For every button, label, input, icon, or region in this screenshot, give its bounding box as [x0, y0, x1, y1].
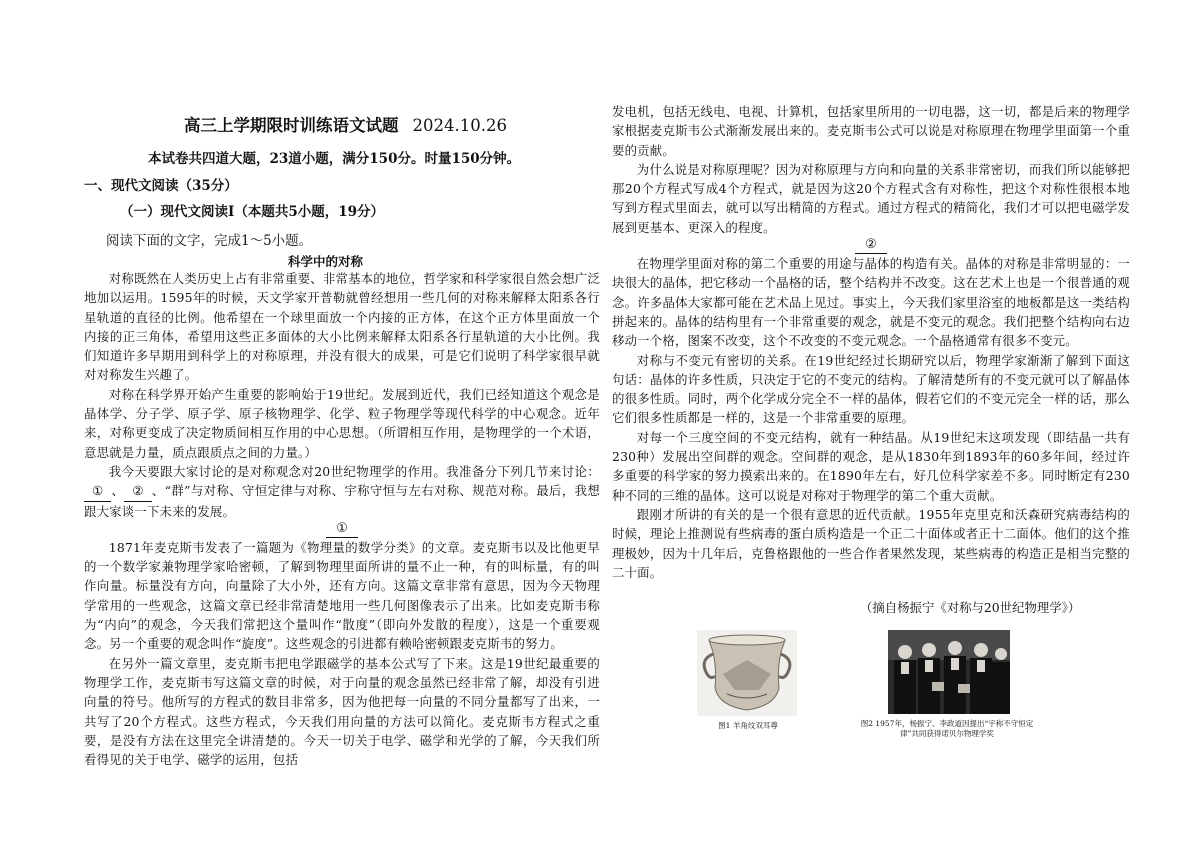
- figure-1-caption: 图1 羊角纹双耳尊: [718, 721, 778, 730]
- exam-title: [184, 112, 507, 136]
- right-column-text-1: [612, 102, 1130, 582]
- paragraph-2: 对称在科学界开始产生重要的影响始于19世纪。发展到近代，我们已经知道这个观念是晶体学、分子学、原子学、原子核物理学、化学、粒子物理学等现代科学的中心观念。近年来，对称更变成了决定物质间相互作用的中心思想。（所谓相互作用，是物理学的一个术语，意思就是力量，质点跟质点之间的力量。）: [84, 386, 600, 460]
- paragraph-1: 对称既然在人类历史上占有非常重要、非常基本的地位，哲学家和科学家很自然会想广泛地加以运用。1595年的时候，天文学家开普勒就曾经想用一些几何的对称来解释太阳系各行星轨道的直径的比例。他希望在一个球里面放一个内接的正方体，在这个正方体里面放一个内接的正三角体，希望用这些正多面体的大小比例来解释太阳系各行星轨道的大小比例。我们知道许多早期用到科学上的对称原理，并没有很大的成果，可是它们说明了科学家很早就对对称发生兴趣了。: [84, 271, 600, 383]
- section-heading: 一、现代文阅读（35分）: [84, 178, 238, 194]
- section-marker-2: [612, 237, 1130, 254]
- section-marker-2-text: ②: [855, 237, 887, 254]
- blank-separator: 、: [111, 483, 125, 499]
- left-column-text-1: [84, 269, 600, 769]
- paragraph-6: 发电机，包括无线电、电视、计算机，包括家里所用的一切电器，这一切，都是后来的物理学家根据麦克斯韦公式渐渐发展出来的。麦克斯韦公式可以说是对称原理在物理学里面第一个重要的贡献。: [612, 104, 1130, 158]
- paragraph-3b: 、“群”与对称、守恒定律与对称、宇称守恒与左右对称、规范对称。最后，我想跟大家谈一下未来的发展。: [84, 483, 600, 519]
- paragraph-5: 在另外一篇文章里，麦克斯韦把电学跟磁学的基本公式写了下来。这是19世纪最重要的物理学工作，麦克斯韦写这篇文章的时候，对于向量的观念虽然已经非常了解，却没有引进向量的符号。他所写的方程式的数目非常多，因为他把每一向量的不同分量都写了出来，一共写了20个方程式。这些方程式，今天我们用向量的方法可以简化。麦克斯韦方程式之重要，是没有方法在这里完全讲清楚的。今天一切关于电学、磁学和光学的了解，今天我们所看得见的关于电学、磁学的运用，包括: [84, 655, 600, 768]
- paragraph-4: 1871年麦克斯韦发表了一篇题为《物理量的数学分类》的文章。麦克斯韦以及比他更早的一个数学家兼物理学家哈密顿，了解到物理里面所讲的量不止一种，有的叫标量，有的叫作向量。标量没有方向，向量除了大小外，还有方向。这篇文章非常有意思，因为今天物理学常用的一些观念，这篇文章已经非常清楚地用一些几何图像表示了出来。比如麦克斯韦称为“内向”的观念，今天我们常把这个量叫作“散度”（即向外发散的程度），这是一个重要观念。另一个重要的观念叫作“旋度”。这些观念的引进都有赖哈密顿跟麦克斯韦的努力。: [84, 539, 600, 652]
- paragraph-7: 为什么说是对称原理呢？因为对称原理与方向和向量的关系非常密切，而我们所以能够把那20个方程式写成4个方程式，就是因为这20个方程式含有对称性，把这个对称性很根本地写到方程式里面去，就可以写出精简的方程式。通过方程式的精简化，我们才可以把电磁学发展到更基本、更深入的程度。: [612, 161, 1130, 235]
- blank-2: ②: [124, 481, 151, 501]
- article-title: 科学中的对称: [288, 254, 364, 269]
- figure-2-photo-image: [888, 630, 1010, 714]
- section-marker-1-text: ①: [326, 521, 358, 538]
- paragraph-3a: 我今天要跟大家讨论的是对称观念对20世纪物理学的作用。我准备分下列几节来讨论：: [108, 463, 600, 479]
- paragraph-9: 对称与不变元有密切的关系。在19世纪经过长期研究以后，物理学家渐渐了解到下面这句话：晶体的许多性质，只决定于它的不变元的结构。了解清楚所有的不变元就可以了解晶体的很多性质。同时，两个化学成分完全不一样的晶体，假若它们的不变元完全一样的话，那么它们很多性质都是一样的，这是一个非常重要的原理。: [612, 352, 1130, 426]
- exam-date: 2024.10.26: [412, 116, 507, 135]
- paragraph-8: 在物理学里面对称的第二个重要的用途与晶体的构造有关。晶体的对称是非常明显的：一块很大的晶体，把它移动一个晶格的话，整个结构并不改变。这在艺术上也是一个很普通的观念。许多晶体大家都可能在艺术品上见过。事实上，今天我们家里浴室的地板都是这一类结构拼起来的。晶体的结构里有一个非常重要的观念，就是不变元的观念。我们把整个结构向右边移动一个格，图案不改变，这个不改变的不变元观念。一个晶格通常有很多不变元。: [612, 256, 1130, 349]
- paragraph-10: 对每一个三度空间的不变元结构，就有一种结晶。从19世纪末这项发现（即结晶一共有230种）发展出空间群的观念。空间群的观念，是从1830年到1893年的60多年间，经过许多重要的科学家的努力摸索出来的。在1890年左右，好几位科学家差不多。同时断定有230种不同的三维的晶体。这可以说是对称对于物理学的第二个重大贡献。: [612, 429, 1130, 503]
- exam-title-text: 高三上学期限时训练语文试题: [184, 116, 399, 135]
- exam-info: 本试卷共四道大题，23道小题，满分150分。时量150分钟。: [148, 151, 521, 167]
- section-marker-1: [84, 521, 600, 538]
- blank-1: ①: [84, 481, 111, 501]
- paragraph-3: [84, 462, 600, 521]
- article-source: （摘自杨振宁《对称与20世纪物理学》）: [860, 600, 1081, 615]
- paragraph-11: 跟刚才所讲的有关的是一个很有意思的近代贡献。1955年克里克和沃森研究病毒结构的时候，理论上推测说有些病毒的蛋白质构造是一个正二十面体或者正十二面体。他们的这个推理极妙，因为十几年后，克鲁格跟他的一些合作者果然发现，某些病毒的构造正是相当完整的二十面。: [612, 506, 1130, 580]
- section-subheading: （一）现代文阅读Ⅰ（本题共5小题，19分）: [120, 204, 384, 220]
- figure-1-vase-image: [697, 630, 797, 716]
- figure-2-caption: 图2 1957年，杨振宁、李政道因提出“宇称不守恒定律”共同获得诺贝尔物理学奖: [860, 719, 1034, 738]
- instruction: 阅读下面的文字，完成1～5小题。: [106, 233, 313, 249]
